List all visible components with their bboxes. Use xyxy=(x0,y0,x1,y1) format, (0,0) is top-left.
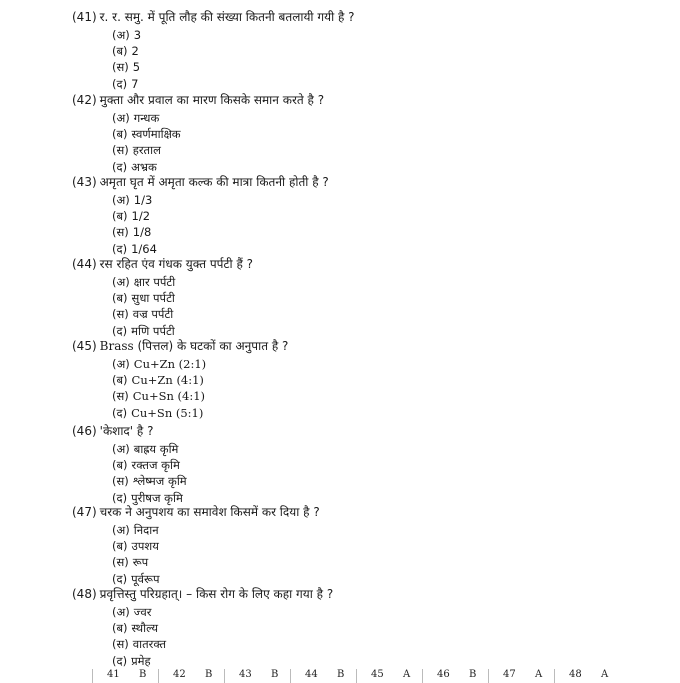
answer-letter: A xyxy=(535,669,543,680)
question-42 xyxy=(72,93,324,107)
option-label: (अ) xyxy=(112,28,130,42)
option-item xyxy=(112,539,159,553)
option-item xyxy=(112,44,139,58)
question-number: (41) xyxy=(72,10,97,24)
option-text: 5 xyxy=(132,60,141,75)
answer-question-number: 45 xyxy=(371,669,384,680)
option-label: (द) xyxy=(112,653,128,668)
option-label: (अ) xyxy=(112,193,130,207)
option-text: क्षार पर्पटी xyxy=(133,275,176,289)
answer-cell xyxy=(290,669,357,683)
option-item xyxy=(112,637,166,651)
option-label: (स) xyxy=(112,225,129,240)
option-item xyxy=(112,357,206,371)
question-number: (46) xyxy=(72,424,97,438)
question-text: चरक ने अनुपशय का समावेश किसमें कर दिया है ? xyxy=(99,505,320,519)
option-label: (अ) xyxy=(112,357,130,371)
option-text: रूप xyxy=(132,555,149,570)
option-item xyxy=(112,605,151,619)
question-number: (43) xyxy=(72,175,97,189)
option-text: प्रमेह xyxy=(131,653,151,668)
question-number: (45) xyxy=(72,339,97,353)
question-47 xyxy=(72,505,320,519)
question-46 xyxy=(72,424,153,438)
option-text: बाह्रय कृमि xyxy=(133,442,179,456)
answer-question-number: 42 xyxy=(173,669,186,680)
option-label: (अ) xyxy=(112,605,130,619)
option-text: सुधा पर्पटी xyxy=(131,291,175,306)
option-item xyxy=(112,324,175,338)
option-label: (ब) xyxy=(112,291,128,306)
answer-cell xyxy=(92,669,159,683)
option-item xyxy=(112,307,173,321)
question-text: (पित्तल) के घटकों का अनुपात है ? xyxy=(133,339,289,353)
option-label: (ब) xyxy=(112,373,128,388)
option-label: (द) xyxy=(112,405,128,420)
option-text: पुरीषज कृमि xyxy=(131,490,183,505)
question-48 xyxy=(72,587,333,601)
option-text: Cu+Zn (2:1) xyxy=(133,357,207,371)
option-label: (द) xyxy=(112,490,128,505)
option-text: वज्र पर्पटी xyxy=(132,307,174,322)
option-text: स्थौल्य xyxy=(131,621,159,636)
option-label: (ब) xyxy=(112,127,128,142)
option-text: 1/8 xyxy=(132,225,152,240)
option-item xyxy=(112,555,148,569)
option-text: 1/2 xyxy=(131,209,151,224)
question-43 xyxy=(72,175,329,189)
option-label: (ब) xyxy=(112,621,128,636)
option-label: (स) xyxy=(112,555,129,570)
question-text: प्रवृत्तिस्तु परिग्रहात्। – किस रोग के लिए कहा गया है ? xyxy=(99,587,334,601)
option-label: (ब) xyxy=(112,458,128,473)
option-text: हरताल xyxy=(132,143,161,158)
option-text: 1/64 xyxy=(131,241,157,256)
question-41 xyxy=(72,10,355,24)
option-item xyxy=(112,572,160,586)
option-item xyxy=(112,193,152,207)
answer-question-number: 47 xyxy=(503,669,516,680)
option-text: रक्तज कृमि xyxy=(131,458,180,473)
answer-letter: B xyxy=(139,669,147,680)
option-item xyxy=(112,160,157,174)
option-label: (द) xyxy=(112,159,128,174)
question-number: (48) xyxy=(72,587,97,601)
option-item xyxy=(112,654,151,668)
question-number: (47) xyxy=(72,505,97,519)
answer-cell xyxy=(158,669,225,683)
answer-letter: B xyxy=(205,669,213,680)
question-text: मुक्ता और प्रवाल का मारण किसके समान करते है ? xyxy=(99,93,325,107)
option-label: (ब) xyxy=(112,44,128,59)
option-label: (स) xyxy=(112,389,129,404)
option-label: (द) xyxy=(112,241,128,256)
option-label: (स) xyxy=(112,474,129,489)
option-item xyxy=(112,389,205,403)
option-label: (द) xyxy=(112,323,128,338)
question-text: अमृता घृत में अमृता कल्क की मात्रा कितनी होती है ? xyxy=(99,175,329,189)
option-item xyxy=(112,209,150,223)
option-text: 1/3 xyxy=(133,193,153,207)
option-label: (अ) xyxy=(112,111,130,125)
answer-question-number: 46 xyxy=(437,669,450,680)
option-label: (अ) xyxy=(112,523,130,537)
answer-question-number: 41 xyxy=(107,669,120,680)
option-item xyxy=(112,242,157,256)
option-label: (अ) xyxy=(112,275,130,289)
option-label: (स) xyxy=(112,637,129,652)
option-text: अभ्रक xyxy=(131,159,157,174)
option-item xyxy=(112,621,158,635)
option-text: 2 xyxy=(131,44,139,59)
option-text: 3 xyxy=(133,28,142,42)
option-label: (स) xyxy=(112,143,129,158)
option-text: पूर्वरूप xyxy=(131,571,160,586)
answer-letter: B xyxy=(337,669,345,680)
answer-key-strip xyxy=(92,669,632,683)
option-item xyxy=(112,474,187,488)
option-item xyxy=(112,127,181,141)
option-item xyxy=(112,60,140,74)
option-text: मणि पर्पटी xyxy=(131,323,175,338)
answer-cell xyxy=(422,669,489,683)
question-44 xyxy=(72,257,253,271)
option-item xyxy=(112,77,138,91)
answer-question-number: 43 xyxy=(239,669,252,680)
answer-cell xyxy=(554,669,621,683)
option-label: (ब) xyxy=(112,209,128,224)
option-item xyxy=(112,523,159,537)
option-item xyxy=(112,373,204,387)
option-label: (ब) xyxy=(112,539,128,554)
option-item xyxy=(112,111,159,125)
option-item xyxy=(112,406,203,420)
option-text: गन्धक xyxy=(133,111,160,125)
question-number: (42) xyxy=(72,93,97,107)
option-item xyxy=(112,458,180,472)
question-text: 'केशाद' है ? xyxy=(99,424,154,438)
option-text: स्वर्णमाक्षिक xyxy=(131,127,181,142)
option-text: Cu+Zn (4:1) xyxy=(131,373,204,388)
answer-question-number: 44 xyxy=(305,669,318,680)
question-45 xyxy=(72,339,288,353)
answer-letter: B xyxy=(469,669,477,680)
option-text: वातरक्त xyxy=(132,637,167,652)
answer-cell xyxy=(488,669,555,683)
option-label: (स) xyxy=(112,307,129,322)
answer-letter: A xyxy=(403,669,411,680)
option-text: श्लेष्मज कृमि xyxy=(132,474,187,489)
option-text: ज्वर xyxy=(133,605,152,619)
option-item xyxy=(112,143,161,157)
option-item xyxy=(112,275,175,289)
question-number: (44) xyxy=(72,257,97,271)
answer-letter: B xyxy=(271,669,279,680)
answer-letter: A xyxy=(601,669,609,680)
option-label: (द) xyxy=(112,571,128,586)
question-text: रस रहित एंव गंधक युक्त पर्पटी हैं ? xyxy=(99,257,254,271)
option-text: उपशय xyxy=(131,539,159,554)
option-label: (अ) xyxy=(112,442,130,456)
question-text: र. र. समु. में पूति लौह की संख्या कितनी बतलायी गयी है ? xyxy=(99,10,355,24)
option-text: Cu+Sn (4:1) xyxy=(132,389,206,404)
answer-question-number: 48 xyxy=(569,669,582,680)
option-label: (द) xyxy=(112,76,128,91)
answer-cell xyxy=(224,669,291,683)
option-item xyxy=(112,491,183,505)
option-label: (स) xyxy=(112,60,129,75)
answer-cell xyxy=(356,669,423,683)
option-item xyxy=(112,442,178,456)
option-text: 7 xyxy=(131,76,139,91)
option-item xyxy=(112,291,175,305)
option-text: निदान xyxy=(133,523,159,537)
question-text-latin: Brass xyxy=(99,339,134,353)
option-text: Cu+Sn (5:1) xyxy=(131,405,204,420)
option-item xyxy=(112,28,141,42)
option-item xyxy=(112,225,151,239)
